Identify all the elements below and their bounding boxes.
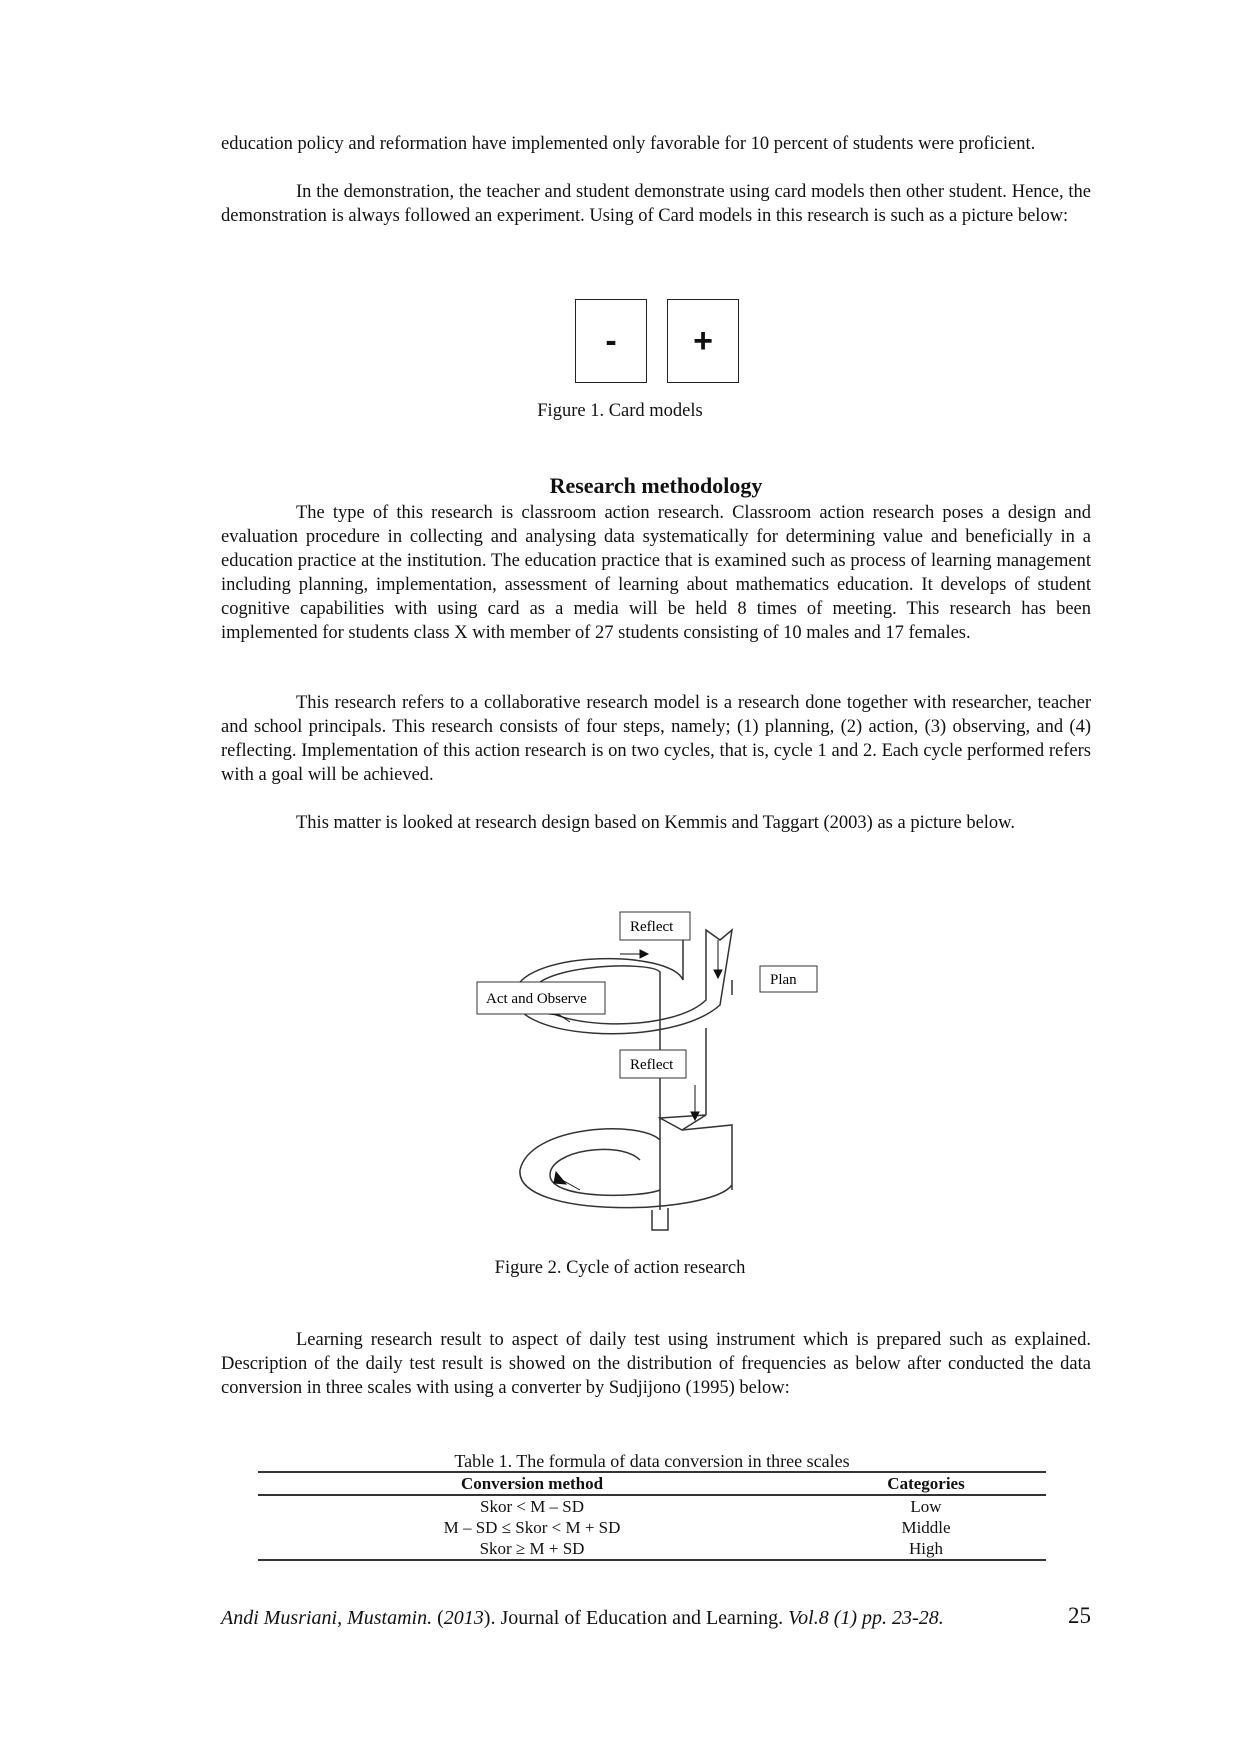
reflect-box-top <box>620 912 690 940</box>
act-observe-box <box>477 982 605 1014</box>
table-row <box>258 1538 1046 1560</box>
cell: Middle <box>901 1518 951 1537</box>
paragraph: Learning research result to aspect of daily test using instrument which is prepared such as explained. Description of the daily test result is showed on the distribution of frequencies as below after conducted the data conversion in three scales with using a converter by Sudjijono (1995) below: <box>221 1330 1091 1398</box>
reflect-label: Reflect <box>630 919 674 935</box>
reflect-box-bottom <box>620 1050 686 1078</box>
footer-authors: Andi Musriani, Mustamin. <box>221 1607 433 1629</box>
action-research-cycle-diagram <box>470 900 830 1235</box>
column-header: Categories <box>806 1472 1046 1495</box>
conversion-table <box>258 1471 1046 1561</box>
section-heading: Research methodology <box>549 473 763 498</box>
plan-label: Plan <box>770 972 797 988</box>
paragraph: In the demonstration, the teacher and student demonstrate using card models then other student. Hence, the demonstration is always followed an experiment. Using of Card models in this research is such as a picture below: <box>221 182 1091 226</box>
footer-year: 2013 <box>443 1607 484 1629</box>
paragraph: This research refers to a collaborative research model is a research done together with researcher, teacher and school principals. This research consists of four steps, namely; (1) planning, (2) action, (3) observing, and (4) reflecting. Implementation of this action research is on two cycles, that is, cycle 1 and 2. Each cycle performed refers with a goal will be achieved. <box>221 693 1091 785</box>
plan-box <box>760 966 817 992</box>
cell: High <box>806 1538 1046 1560</box>
cell: Skor < M – SD <box>479 1497 585 1516</box>
figure-caption: Figure 2. Cycle of action research <box>494 1258 746 1278</box>
page-number: 25 <box>1068 1603 1091 1628</box>
table-caption: Table 1. The formula of data conversion in three scales <box>454 1451 850 1471</box>
reflect-label: Reflect <box>630 1057 674 1073</box>
plus-card: + <box>667 299 739 383</box>
footer-volume: Vol.8 (1) pp. 23-28. <box>788 1607 944 1629</box>
cell: Skor ≥ M + SD <box>258 1538 806 1560</box>
minus-card: - <box>575 299 647 383</box>
figure-caption: Figure 1. Card models <box>537 401 703 421</box>
cell: Low <box>910 1497 942 1516</box>
table-row <box>258 1495 1046 1517</box>
page-footer: Andi Musriani, Mustamin. (2013). Journal of Education and Learning. Vol.8 (1) pp. 23-28. 25 <box>221 1603 1091 1629</box>
table-row <box>258 1517 1046 1538</box>
footer-journal: Journal of Education and Learning. <box>500 1607 784 1629</box>
cell: M – SD ≤ Skor < M + SD <box>443 1518 621 1537</box>
paragraph: This matter is looked at research design based on Kemmis and Taggart (2003) as a picture below. <box>296 813 1015 833</box>
paragraph: education policy and reformation have implemented only favorable for 10 percent of students were proficient. <box>221 134 1036 154</box>
act-observe-label: Act and Observe <box>486 991 587 1007</box>
paragraph: The type of this research is classroom action research. Classroom action research poses a design and evaluation procedure in collecting and analysing data systematically for determining value and beneficially in a education practice at the institution. The education practice that is examined such as process of learning management including planning, implementation, assessment of learning about mathematics education. It develops of student cognitive capabilities with using card as a media will be held 8 times of meeting. This research has been implemented for students class X with member of 27 students consisting of 10 males and 17 females. <box>221 503 1091 643</box>
column-header: Conversion method <box>258 1472 806 1495</box>
